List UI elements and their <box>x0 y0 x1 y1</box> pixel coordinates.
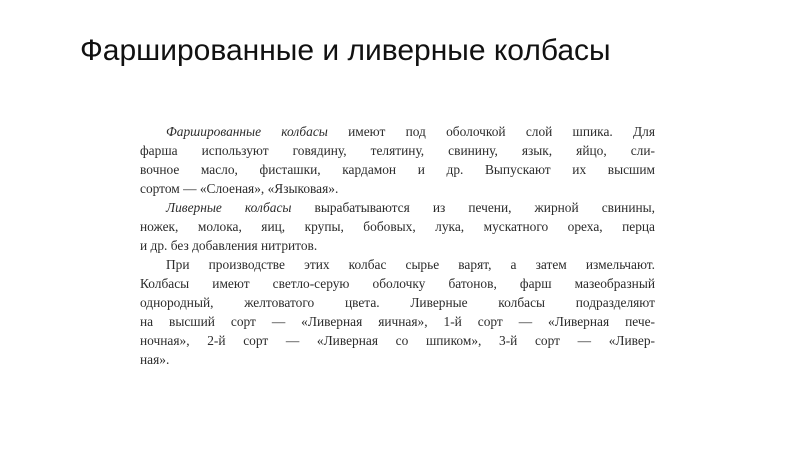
slide-title: Фаршированные и ливерные колбасы <box>80 34 611 67</box>
text-line: фарша используют говядину, телятину, свинину, язык, яйцо, сли- <box>140 143 655 158</box>
text-line <box>140 198 655 217</box>
term-liver-sausages: Ливерные колбасы <box>166 200 292 215</box>
scanned-text-block <box>140 122 655 369</box>
paragraph-liver-sausages <box>140 198 655 255</box>
text-line: сортом — «Слоеная», «Языковая». <box>140 181 339 196</box>
paragraph-stuffed-sausages <box>140 122 655 198</box>
text-line-content: вырабатываются из печени, жирной свинины, <box>291 200 655 215</box>
term-stuffed-sausages: Фаршированные колбасы <box>166 124 328 139</box>
text-line: ночная», 2-й сорт — «Ливерная со шпиком», 3-й сорт — «Ливер- <box>140 333 655 348</box>
text-line-content: имеют под оболочкой слой шпика. Для <box>327 124 655 139</box>
text-line: и др. без добавления нитритов. <box>140 238 318 253</box>
text-line: Колбасы имеют светло-серую оболочку батонов, фарш мазеобразный <box>140 276 655 291</box>
text-line: ная». <box>140 352 170 367</box>
text-line: однородный, желтоватого цвета. Ливерные колбасы подразделяют <box>140 295 655 310</box>
text-line: При производстве этих колбас сырье варят, а затем измельчают. <box>166 257 655 272</box>
text-line: вочное масло, фисташки, кардамон и др. Выпускают их высшим <box>140 162 655 177</box>
text-line <box>140 122 655 141</box>
text-line: на высший сорт — «Ливерная яичная», 1-й сорт — «Ливерная пече- <box>140 314 655 329</box>
text-line: ножек, молока, яиц, крупы, бобовых, лука, мускатного ореха, перца <box>140 219 655 234</box>
paragraph-production <box>140 255 655 369</box>
